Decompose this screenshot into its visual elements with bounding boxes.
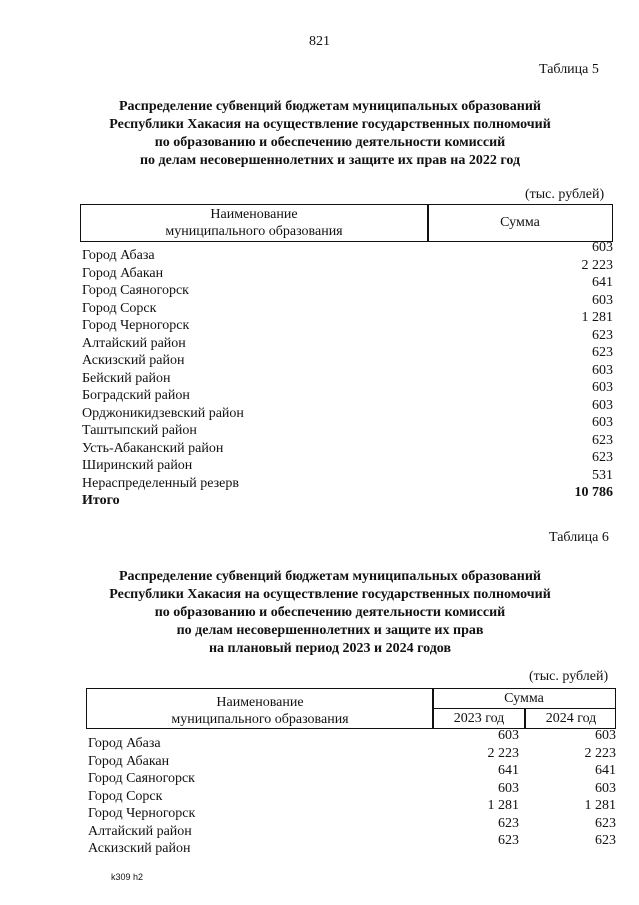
table6-header-sum: Сумма [504, 691, 544, 706]
table5-row-name: Боградский район [82, 388, 190, 403]
table5-row-value: 603 [592, 397, 613, 413]
page-number: 821 [309, 34, 330, 49]
table6-row-value-2023: 623 [498, 833, 519, 848]
table6-row-value-2024: 641 [595, 763, 616, 778]
table6-row [88, 815, 616, 839]
table5-row-value: 623 [592, 432, 613, 448]
table5-row [82, 362, 613, 386]
table5-row-name: Таштыпский район [82, 423, 197, 438]
table5-row [82, 397, 613, 421]
table5-row-name: Орджоникидзевский район [82, 405, 244, 421]
table5-row-name: Город Сорск [82, 300, 157, 316]
table5-row-name: Аскизский район [82, 353, 185, 368]
table5-row-value: 2 223 [581, 257, 613, 273]
table5-header-name [82, 206, 426, 240]
table6-row-value-2023: 2 223 [487, 745, 519, 761]
table6-row-value-2023: 603 [498, 780, 519, 796]
table5-row-value: 603 [592, 380, 613, 395]
table5-row-name: Город Саяногорск [82, 283, 189, 298]
table6-row-name: Город Саяногорск [88, 771, 195, 786]
table6-row-value-2024: 603 [595, 780, 616, 796]
table5-row-value: 1 281 [581, 310, 613, 325]
table6-header-year-2024: 2024 год [545, 711, 597, 726]
table6-row-name: Аскизский район [88, 841, 191, 856]
table6-title-line: по образованию и обеспечению деятельности комиссий [154, 605, 506, 620]
table6-row-value-2024: 623 [595, 833, 616, 848]
table5-row [82, 275, 613, 298]
table5-row [82, 380, 613, 403]
footer-code: k309 h2 [111, 872, 144, 882]
table5-total-row [82, 485, 613, 508]
table6-header-sum-underline [432, 708, 616, 709]
table5-row [82, 310, 613, 333]
table5-title-line: Распределение субвенций бюджетам муниципальных образований [119, 99, 541, 114]
table6-row-name: Алтайский район [88, 823, 192, 839]
table6-row [88, 763, 616, 786]
table5-row [82, 292, 613, 316]
table5-row-name: Алтайский район [82, 335, 186, 351]
table5-row-value: 603 [592, 362, 613, 378]
table6-row-value-2024: 2 223 [584, 745, 616, 761]
table6-title-line: Республики Хакасия на осуществление государственных полномочий [109, 587, 551, 602]
table5-row [82, 345, 613, 368]
table5-row [82, 257, 613, 281]
table5-row-value: 623 [592, 345, 613, 360]
table6-row [88, 780, 616, 804]
table6-row-value-2023: 603 [498, 728, 519, 743]
table6-header-name-line1: Наименование [216, 695, 304, 710]
table6-row [88, 745, 616, 769]
table5-title-line: по делам несовершеннолетних и защите их прав на 2022 год [139, 153, 521, 168]
table5-header-sum: Сумма [500, 215, 540, 230]
table5-row [82, 415, 613, 438]
table6-row-value-2023: 1 281 [487, 798, 519, 813]
table5-row-name: Усть-Абаканский район [82, 440, 224, 456]
table6-title-line: по делам несовершеннолетних и защите их прав [176, 623, 484, 638]
table5-row-name: Город Абаза [82, 248, 155, 263]
table6-row-name: Город Абакан [88, 753, 170, 769]
table6-label: Таблица 6 [549, 530, 609, 545]
table6-title-line: Распределение субвенций бюджетам муниципальных образований [119, 569, 541, 584]
table5-row [82, 450, 613, 473]
table6-row-value-2024: 603 [595, 728, 616, 743]
table5-total-label: Итого [82, 493, 120, 508]
table6-row-name: Город Абаза [88, 736, 161, 751]
table5-row-value: 641 [592, 275, 613, 290]
table5-row-name: Ширинский район [82, 458, 193, 473]
table5-header-name-line1: Наименование [210, 207, 298, 222]
table6-row-value-2023: 623 [498, 815, 519, 831]
table5-row-name: Нераспределенный резерв [82, 475, 239, 491]
table6-row [88, 728, 616, 751]
table6-units: (тыс. рублей) [529, 669, 609, 684]
table5-row-value: 603 [592, 415, 613, 430]
table5-title-line: Республики Хакасия на осуществление государственных полномочий [109, 117, 551, 132]
table5-row-name: Бейский район [82, 370, 171, 386]
table5-title [60, 98, 600, 170]
table6-row-name: Город Сорск [88, 788, 163, 804]
table5-total-value: 10 786 [574, 485, 613, 500]
table6-title [60, 568, 600, 658]
table5-row-name: Город Черногорск [82, 318, 190, 333]
table6-row-value-2024: 623 [595, 815, 616, 831]
table5-row-value: 623 [592, 450, 613, 465]
table5-label: Таблица 5 [539, 62, 599, 77]
table6-row [88, 833, 616, 856]
table6-row-value-2024: 1 281 [584, 798, 616, 813]
table5-row-value: 531 [592, 467, 613, 483]
table5-row-value: 623 [592, 327, 613, 343]
table6-header-name-line2: муниципального образования [171, 712, 349, 727]
table6-header-name [88, 694, 432, 728]
table5-row [82, 432, 613, 456]
table5-row [82, 467, 613, 491]
table5-row-value: 603 [592, 292, 613, 308]
table5-row-name: Город Абакан [82, 265, 164, 281]
table6-row-name: Город Черногорск [88, 806, 196, 821]
table5-row [82, 327, 613, 351]
table5-row [82, 240, 613, 263]
table6-title-line: на плановый период 2023 и 2024 годов [208, 641, 452, 656]
table6-row-value-2023: 641 [498, 763, 519, 778]
table5-units: (тыс. рублей) [525, 187, 605, 202]
table6-header-year-2023: 2023 год [453, 711, 505, 726]
table5-header-name-line2: муниципального образования [165, 224, 343, 239]
table6-row [88, 798, 616, 821]
table5-title-line: по образованию и обеспечению деятельности комиссий [154, 135, 506, 150]
table5-row-value: 603 [592, 240, 613, 255]
